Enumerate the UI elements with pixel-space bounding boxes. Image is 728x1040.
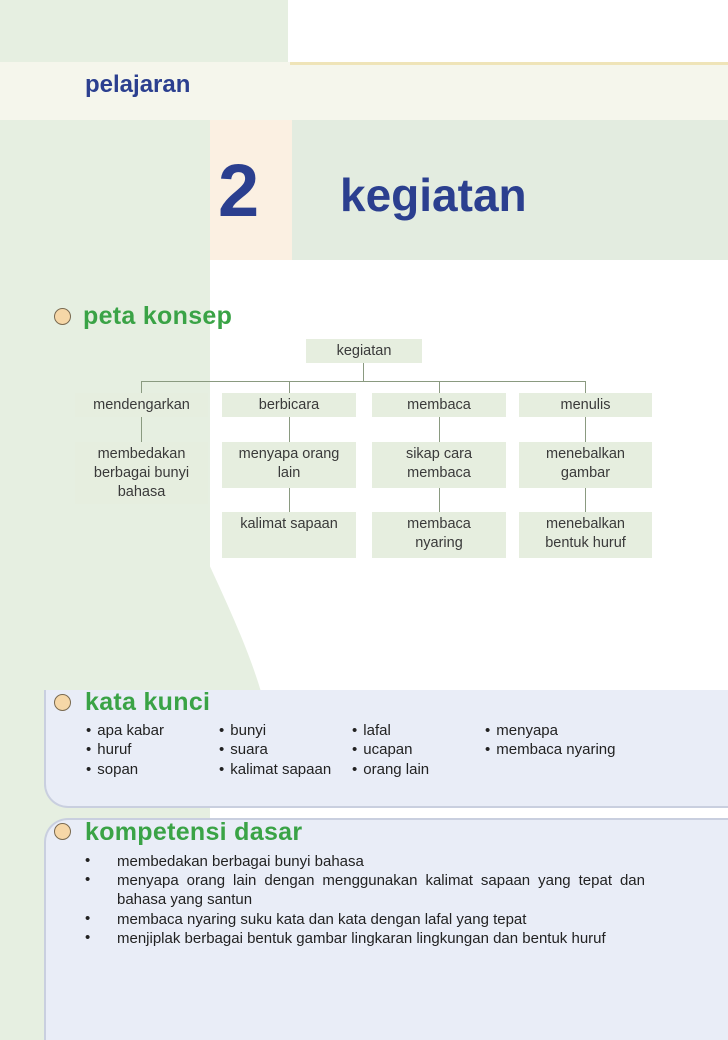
left-green-band: [0, 0, 288, 62]
concept-branch-node: berbicara: [222, 393, 356, 417]
bullet-dot: •: [85, 871, 91, 888]
keyword-item: • apa kabar: [86, 721, 164, 741]
competency-item: menjiplak berbagai bentuk gambar lingkaran lingkungan dan bentuk huruf: [117, 930, 606, 947]
bullet-circle-icon: [54, 823, 71, 840]
keyword-item: • kalimat sapaan: [219, 760, 331, 780]
concept-leaf-node: sikap cara membaca: [372, 442, 506, 488]
connector: [439, 488, 440, 512]
keyword-item: • membaca nyaring: [485, 740, 616, 760]
connector: [141, 417, 142, 442]
keyword-item: • ucapan: [352, 740, 412, 760]
connector: [289, 488, 290, 512]
lesson-number: 2: [218, 149, 260, 232]
concept-leaf-node: membedakan berbagai bunyi bahasa: [75, 442, 208, 504]
bullet-dot: •: [85, 929, 91, 946]
connector: [585, 417, 586, 442]
concept-map-heading: peta konsep: [83, 302, 233, 330]
competency-item: membedakan berbagai bunyi bahasa: [117, 853, 364, 870]
keyword-item: • huruf: [86, 740, 131, 760]
connector: [289, 417, 290, 442]
keyword-item: • lafal: [352, 721, 391, 741]
concept-leaf-node: kalimat sapaan: [222, 512, 356, 558]
concept-leaf-node: menebalkan bentuk huruf: [519, 512, 652, 558]
keyword-item: • bunyi: [219, 721, 266, 741]
competency-item: menyapa orang lain dengan menggunakan kalimat sapaan yang tepat dan bahasa yang santun: [117, 872, 645, 908]
bullet-circle-icon: [54, 308, 71, 325]
concept-branch-node: menulis: [519, 393, 652, 417]
connector: [439, 417, 440, 442]
concept-branch-node: mendengarkan: [75, 393, 208, 417]
competencies-heading: kompetensi dasar: [85, 818, 303, 846]
keyword-item: • sopan: [86, 760, 138, 780]
section-label: pelajaran: [85, 71, 191, 98]
concept-leaf-node: membaca nyaring: [372, 512, 506, 558]
bullet-dot: •: [85, 910, 91, 927]
competency-item: membaca nyaring suku kata dan kata dengan lafal yang tepat: [117, 911, 527, 928]
header-bar-gold-line: [290, 62, 728, 65]
lesson-title: kegiatan: [340, 169, 527, 221]
concept-leaf-node: menyapa orang lain: [222, 442, 356, 488]
concept-root-node: kegiatan: [306, 339, 422, 363]
connector: [585, 488, 586, 512]
keyword-item: • suara: [219, 740, 268, 760]
bullet-circle-icon: [54, 694, 71, 711]
keywords-heading: kata kunci: [85, 688, 211, 716]
keyword-item: • orang lain: [352, 760, 429, 780]
keyword-item: • menyapa: [485, 721, 558, 741]
connector: [363, 362, 364, 381]
bullet-dot: •: [85, 852, 91, 869]
concept-leaf-node: menebalkan gambar: [519, 442, 652, 488]
concept-branch-node: membaca: [372, 393, 506, 417]
connector: [141, 381, 586, 382]
